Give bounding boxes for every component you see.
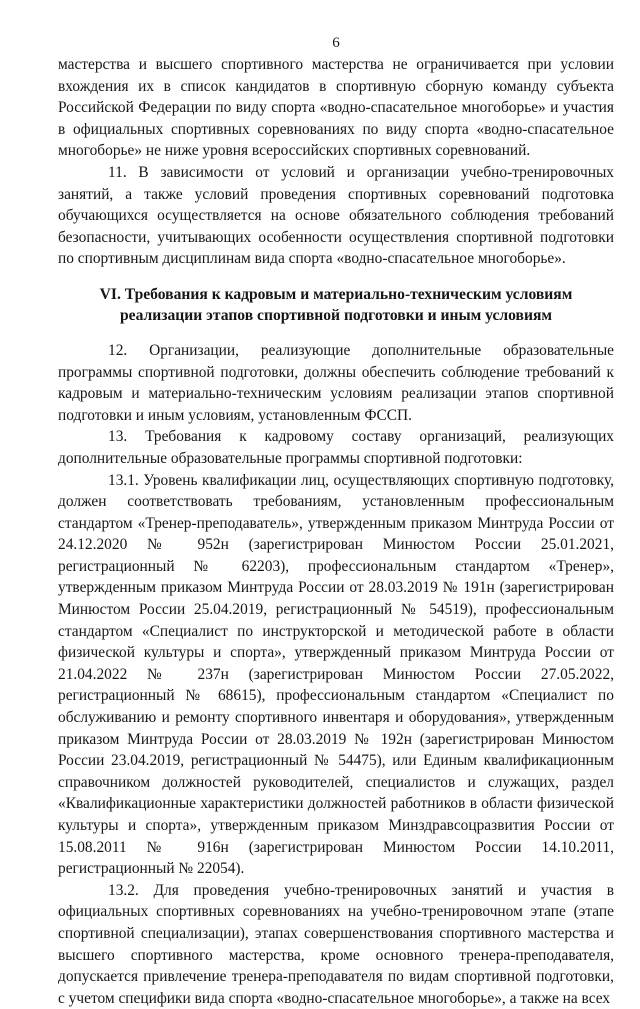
paragraph-12: 12. Организации, реализующие дополнительные образовательные программы спортивной подготовки, должны обеспечить соблюдение требований к кадровым и материально-техническим условиям реализации этапов спортивной подготовки и иным условиям, установленным ФССП. [58, 341, 614, 424]
section-heading: VI. Требования к кадровым и материально-техническим условиям реализации этапов спортивной подготовки и иным условиям [99, 285, 573, 324]
paragraph-11: 11. В зависимости от условий и организации учебно-тренировочных занятий, а также условий проведения спортивных соревнований подготовка обучающихся осуществляется на основе обязательного соблюдения требований безопасности, учитывающих особенности осуществления спортивной подготовки по спортивным дисциплинам вида спорта «водно-спасательное многоборье». [58, 163, 614, 268]
page-number: 6 [332, 35, 340, 51]
paragraph-13-2: 13.2. Для проведения учебно-тренировочных занятий и участия в официальных спортивных соревнованиях на учебно-тренировочном этапе (этапе спортивной специализации), этапах совершенствования спортивного мастерства и высшего спортивного мастерства, кроме основного тренера-преподавателя, допускается привлечение тренера-преподавателя по видам спортивной подготовки, с учетом специфики вида спорта «водно-спасательное многоборье», а также на всех [58, 881, 614, 1007]
paragraph-13: 13. Требования к кадровому составу организаций, реализующих дополнительные образовательные программы спортивной подготовки: [58, 428, 614, 467]
paragraph-continuation: мастерства и высшего спортивного мастерства не ограничивается при условии вхождения их в список кандидатов в спортивную сборную команду субъекта Российской Федерации по виду спорта «водно-спасательное многоборье» и участия в официальных спортивных соревнованиях по виду спорта «водно-спасательное многоборье» не ниже уровня всероссийских спортивных соревнований. [58, 56, 614, 160]
paragraph-13-1: 13.1. Уровень квалификации лиц, осуществляющих спортивную подготовку, должен соответствовать требованиям, установленным профессиональным стандартом «Тренер-преподаватель», утвержденным приказом Минтруда России от 24.12.2020 № 952н (зарегистрирован Минюстом России 25.01.2021, регистрационный № 62203), профессиональным стандартом «Тренер», утвержденным приказом Минтруда России от 28.03.2019 № 191н (зарегистрирован Минюстом России 25.04.2019, регистрационный № 54519), профессиональным стандартом «Специалист по инструкторской и методической работе в области физической культуры и спорта», утвержденный приказом Минтруда России от 21.04.2022 № 237н (зарегистрирован Минюстом России 27.05.2022, регистрационный № 68615), профессиональным стандартом «Специалист по обслуживанию и ремонту спортивного инвентаря и оборудования», утвержденным приказом Минтруда России от 28.03.2019 № 192н (зарегистрирован Минюстом России 23.04.2019, регистрационный № 54475), или Единым квалификационным справочником должностей руководителей, специалистов и служащих, раздел «Квалификационные характеристики должностей работников в области физической культуры и спорта», утвержденным приказом Минздравсоцразвития России от 15.08.2011 № 916н (зарегистрирован Минюстом России 14.10.2011, регистрационный № 22054). [58, 471, 614, 878]
